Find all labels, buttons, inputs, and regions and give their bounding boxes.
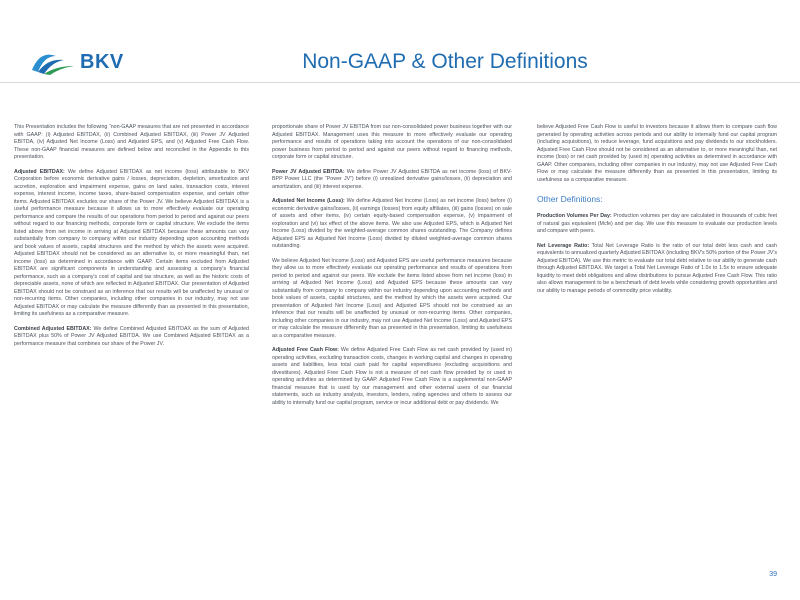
paragraph-text: Production volumes per day are calculated in thousands of cubic feet of natural gas equivalent (Mcfe) and per day. We use this measure to evaluate our production levels and compare with peers. [537, 213, 778, 234]
column-3 [537, 124, 777, 302]
paragraph-text: This Presentation includes the following “non-GAAP measures that are not presented in accordance with GAAP: (i) Adjusted EBITDAX, (ii) Combined Adjusted EBITDAX, (iii) Power JV Adjusted EBITDA, (iv) Adjusted Net Income (Loss) and Adjusted EPS, and (v) Adjusted Free Cash Flow. These non-GAAP financial measures are defined below and reconciled in the Appendix to this presentation. [14, 124, 249, 160]
definition-term: Adjusted Free Cash Flow: [272, 347, 339, 353]
paragraph-text: We believe Adjusted Net Income (Loss) and Adjusted EPS are useful performance measures because they allow us to more effectively evaluate our operating performance and results of operations from period to period and against our peers. We exclude the items listed above from net income (loss) in arriving at Adjusted Net Income (Loss) and Adjusted EPS because these amounts can vary substantially from company to company within our industry depending upon accounting methods and book values of assets, capital structures, and the method by which the assets were acquired. Our presentation of Adjusted Net Income (Loss) and Adjusted EPS should not be construed as an inference that our results will be unaffected by unusual or non-recurring items. Other companies, including other companies in our industry, may not use Adjusted Net Income (Loss) and Adjusted EPS or may calculate the measure differently than as presented in this presentation, limiting its usefulness as a comparative measure. [272, 257, 512, 339]
paragraph-text: We define Power JV Adjusted EBITDA as net income (loss) of BKV-BPP Power LLC (the “Power JV”) before (i) unrealized derivative gains/losses, (ii) depreciation and amortization, and (iii) interest expense. [272, 168, 513, 190]
paragraph-text: We define Adjusted Free Cash Flow as net cash provided by (used in) operating activities, excluding transaction costs, changes in working capital and changes in operating assets and liabilities, less total cash paid for capital expenditures (excluding acquisitions and divestitures). Adjusted Free Cash Flow is not a measure of net cash flow provided by or used in operating activities as determined by GAAP. Adjusted Free Cash Flow is a supplemental non-GAAP financial measure that is used by our management and other external users of our financial statements, such as industry analysts, investors, lenders, rating agencies and others to assess our ability to internally fund our capital program, service or incur additional debt or pay dividends. We [272, 347, 512, 406]
paragraph-continuation [272, 124, 512, 162]
header-divider [0, 82, 800, 83]
definition-term: Adjusted EBITDAX: [14, 168, 65, 175]
definition-term: Net Leverage Ratio: [537, 242, 590, 249]
paragraph-text: believe Adjusted Free Cash Flow is useful to investors because it allows them to compare cash flow generated by operating activities across periods and our ability to internally fund our capital program (including acquisitions), to reduce leverage, fund acquisitions and pay dividends to our stockholders. Adjusted Free Cash Flow should not be considered as an alternative to, or more meaningful than, net income (loss) or net cash provided by (used in) operating activities as determined in accordance with GAAP. Other companies, including other companies in our industry, may not use Adjusted Free Cash Flow or may calculate the measure differently than as presented in this presentation, limiting its usefulness as a comparative measure. [537, 124, 777, 183]
page-title: Non-GAAP & Other Definitions [302, 50, 588, 73]
paragraph-intro [14, 124, 249, 162]
paragraph-adjusted-eps-usefulness [272, 258, 512, 341]
paragraph-text: proportionate share of Power JV EBITDA from our non-consolidated power business together with our Adjusted EBITDAX. Management uses this measure to more effectively evaluate our operating performance and results of operations taking into account the operations of our non-consolidated power business from period to period and against our peers without regard to financing methods, corporate form or capital structure. [272, 124, 512, 160]
definition-term: Adjusted Net Income (Loss): [272, 198, 345, 204]
definition-term: Combined Adjusted EBITDAX: [14, 325, 92, 332]
brand-name: BKV [80, 50, 124, 73]
other-definitions-heading: Other Definitions: [537, 194, 603, 204]
column-1 [14, 124, 249, 355]
column-2 [272, 124, 512, 414]
bkv-logo [30, 46, 124, 78]
paragraph-text: We define Adjusted Net Income (Loss) as net income (loss) before (i) economic derivative gains/losses, (ii) earnings (losses) from equity affiliates, (iii) gains (losses) on sale of assets and other items, (iv) certain equity-based compensation expense, (v) impairment of exploration and (vi) tax effect of the above items. We also use Adjusted EPS, which is Adjusted Net Income (Loss) divided by the weighted-average common shares outstanding. The Company defines Adjusted EPS as Adjusted Net Income (Loss) divided by diluted weighted-average common shares outstanding. [272, 198, 513, 249]
paragraph-text: Total Net Leverage Ratio is the ratio of our total debt less cash and cash equivalents to annualized quarterly Adjusted EBITDAX (including BKV's 50% portion of the Power JV's Adjusted EBITDA). We use this metric to evaluate our total debt relative to our ability to generate cash through Adjusted EBITDAX. We target a Total Net Leverage Ratio of 1.0x to 1.5x to ensure adequate liquidity to meet debt obligations and allow distributions to pursue Adjusted Free Cash Flow. This ratio also allows management to be a benchmark of debt levels while considering growth opportunities and our ability to manage periods of commodity price volatility. [537, 242, 778, 294]
paragraph-net-leverage-ratio [537, 243, 777, 296]
paragraph-adjusted-net-income [272, 198, 512, 251]
paragraph-text: We define Adjusted EBITDAX as net income (loss) attributable to BKV Corporation before economic derivative gains / losses, depreciation, depletion, amortization and accretion, exploration and impairment expense, gains on land sales, transaction costs, interest expense, interest income, income taxes, share-based compensation expense, and certain other items. Adjusted EBITDAX excludes our share of the Power JV. We believe Adjusted EBITDAX is a useful performance measure because it allows us to more effectively evaluate our operating performance and compare the results of our operations from period to period and against our peers without regard to our financing methods, corporate form or capital structure. We exclude the items listed above from net income in arriving at Adjusted EBITDAX because these amounts can vary substantially from company to company within our industry depending upon accounting methods and book values of assets, capital structures and the method by which the assets were acquired. Adjusted EBITDAX should not be considered as an alternative to, or more meaningful than, net income (loss) as determined in accordance with GAAP. Certain items excluded from Adjusted EBITDAX are significant components in understanding and assessing a company's financial performance, such as a company's cost of capital and tax structure, as well as the historic costs of depreciable assets, none of which are reflected in Adjusted EBITDAX. Our presentation of Adjusted EBITDAX should not be construed as an inference that our results will be unaffected by unusual or non-recurring items. Other companies, including other companies in our industry, may not use Adjusted EBITDAX or may calculate the measure differently than as presented in this presentation, limiting its usefulness as a comparative measure. [14, 168, 249, 317]
paragraph-adjusted-ebitdax [14, 169, 249, 319]
paragraph-production-volumes [537, 213, 777, 236]
paragraph-combined-adjusted-ebitdax [14, 326, 249, 349]
page-number: 39 [769, 571, 777, 578]
paragraph-power-jv-ebitda [272, 169, 512, 192]
paragraph-free-cash-flow-continued [537, 124, 777, 184]
paragraph-adjusted-free-cash-flow [272, 347, 512, 407]
definition-term: Production Volumes Per Day: [537, 213, 612, 219]
paragraph-text: We define Combined Adjusted EBITDAX as the sum of Adjusted EBITDAX plus 50% of Power JV Adjusted EBITDA. We use Combined Adjusted EBITDAX as a performance measure that combines our share of the Power JV. [14, 325, 249, 347]
definition-term: Power JV Adjusted EBITDA: [272, 168, 345, 175]
bkv-logo-icon [30, 48, 76, 76]
